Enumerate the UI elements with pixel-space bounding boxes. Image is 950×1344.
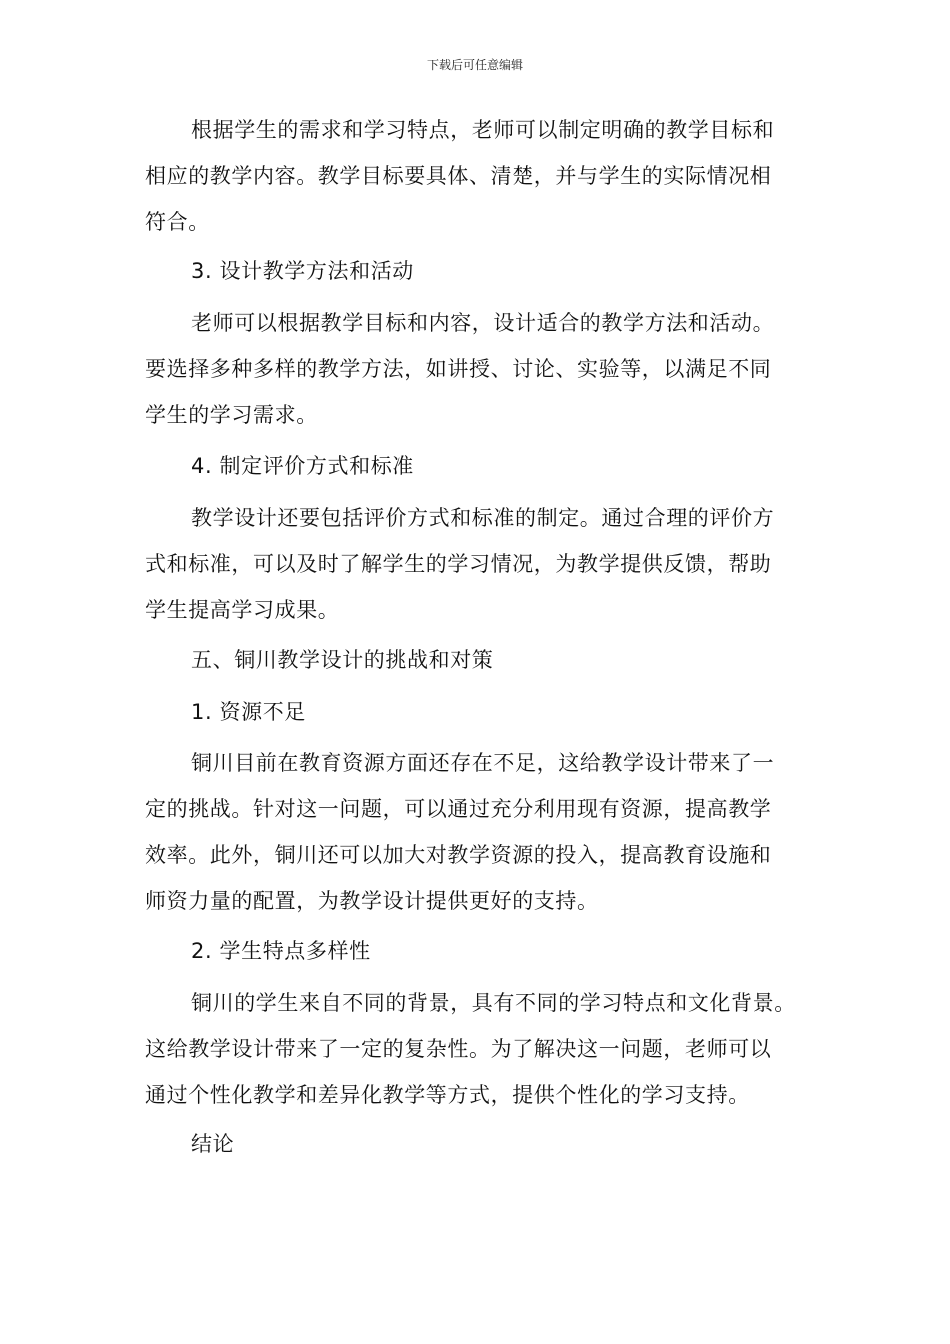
section-heading-challenges: 五、铜川教学设计的挑战和对策 bbox=[191, 648, 494, 672]
paragraph-line: 这给教学设计带来了一定的复杂性。为了解决这一问题，老师可以 bbox=[145, 1037, 772, 1061]
paragraph-line: 学生提高学习成果。 bbox=[145, 598, 340, 622]
paragraph-line: 效率。此外，铜川还可以加大对教学资源的投入，提高教育设施和 bbox=[145, 843, 772, 867]
paragraph-line: 定的挑战。针对这一问题，可以通过充分利用现有资源，提高教学 bbox=[145, 797, 772, 821]
paragraph-line: 符合。 bbox=[145, 210, 210, 234]
paragraph-resources bbox=[145, 740, 815, 924]
paragraph-line: 铜川目前在教育资源方面还存在不足，这给教学设计带来了一 bbox=[191, 751, 775, 775]
subheading-evaluation: 4. 制定评价方式和标准 bbox=[191, 454, 414, 478]
paragraph-line: 教学设计还要包括评价方式和标准的制定。通过合理的评价方 bbox=[191, 506, 775, 530]
paragraph-line: 老师可以根据教学目标和内容，设计适合的教学方法和活动。 bbox=[191, 311, 775, 335]
paragraph-evaluation bbox=[145, 495, 815, 633]
subheading-resources: 1. 资源不足 bbox=[191, 700, 306, 724]
subheading-diversity: 2. 学生特点多样性 bbox=[191, 939, 371, 963]
paragraph-teaching-goals bbox=[145, 107, 815, 245]
paragraph-line: 相应的教学内容。教学目标要具体、清楚，并与学生的实际情况相 bbox=[145, 164, 772, 188]
subheading-design-methods: 3. 设计教学方法和活动 bbox=[191, 259, 414, 283]
paragraph-line: 学生的学习需求。 bbox=[145, 403, 318, 427]
paragraph-design-methods bbox=[145, 300, 815, 438]
paragraph-line: 通过个性化教学和差异化教学等方式，提供个性化的学习支持。 bbox=[145, 1083, 750, 1107]
paragraph-diversity bbox=[145, 980, 815, 1118]
paragraph-line: 根据学生的需求和学习特点，老师可以制定明确的教学目标和 bbox=[191, 118, 775, 142]
paragraph-line: 铜川的学生来自不同的背景，具有不同的学习特点和文化背景。 bbox=[191, 991, 796, 1015]
paragraph-line: 师资力量的配置，为教学设计提供更好的支持。 bbox=[145, 889, 599, 913]
page-header: 下载后可任意编辑 bbox=[426, 58, 523, 72]
paragraph-line: 式和标准，可以及时了解学生的学习情况，为教学提供反馈，帮助 bbox=[145, 552, 772, 576]
paragraph-line: 要选择多种多样的教学方法，如讲授、讨论、实验等，以满足不同 bbox=[145, 357, 772, 381]
conclusion-heading: 结论 bbox=[191, 1132, 235, 1156]
